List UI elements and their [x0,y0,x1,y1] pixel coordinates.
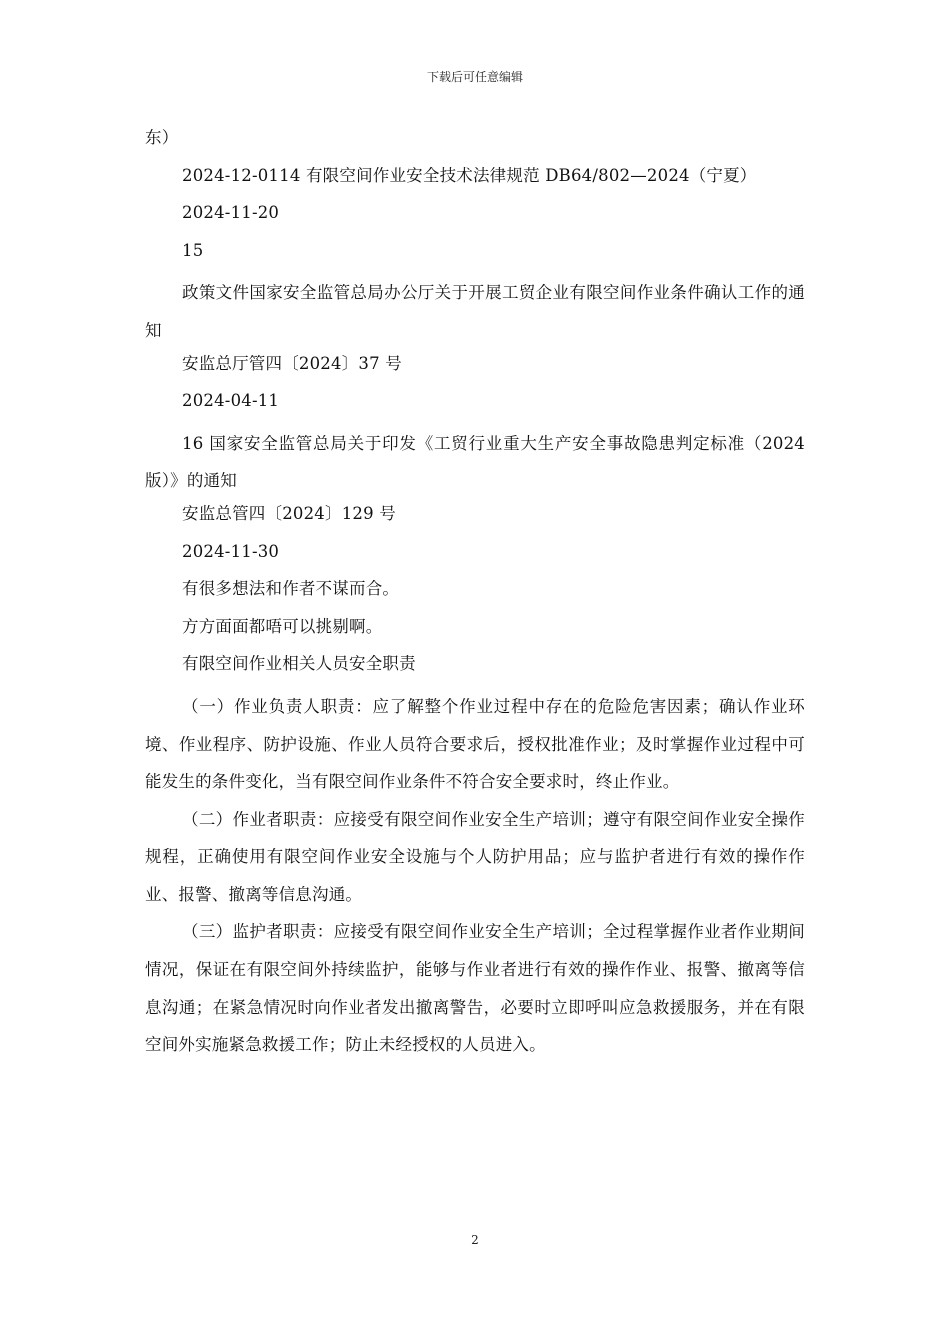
duty-paragraph: （二）作业者职责：应接受有限空间作业安全生产培训；遵守有限空间作业安全操作规程，正确使用有限空间作业安全设施与个人防护用品；应与监护者进行有效的操作作业、报警、撤离等信息沟通。 [145,809,805,904]
text-line: 2024-11-20 [182,203,280,223]
page-header: 下载后可任意编辑 [426,70,523,84]
notice-title: 政策文件国家安全监管总局办公厅关于开展工贸企业有限空间作业条件确认工作的通知 [145,283,805,340]
page-number: 2 [471,1233,479,1247]
text-line: 2024-12-0114 有限空间作业安全技术法律规范 DB64/802—2024（宁夏） [182,165,757,185]
text-line: 东） [145,128,179,147]
text-line: 方方面面都唔可以挑剔啊。 [182,616,383,636]
text-line: 2024-11-30 [182,541,280,561]
duty-paragraph: （一）作业负责人职责：应了解整个作业过程中存在的危险危害因素；确认作业环境、作业程序、防护设施、作业人员符合要求后，授权批准作业；及时掌握作业过程中可能发生的条件变化，当有限空间作业条件不符合安全要求时，终止作业。 [145,696,805,792]
text-line: 安监总管四〔2024〕129 号 [182,503,396,523]
duty-paragraph: （三）监护者职责：应接受有限空间作业安全生产培训；全过程掌握作业者作业期间情况，保证在有限空间外持续监护，能够与作业者进行有效的操作作业、报警、撤离等信息沟通；在紧急情况时向作业者发出撤离警告，必要时立即呼叫应急救援服务，并在有限空间外实施紧急救援工作；防止未经授权的人员进入。 [145,922,805,1055]
text-line: 安监总厅管四〔2024〕37 号 [182,353,402,373]
text-line: 2024-04-11 [182,391,280,411]
text-line: 有很多想法和作者不谋而合。 [182,579,400,599]
notice-title: 16 国家安全监管总局关于印发《工贸行业重大生产安全事故隐患判定标准（2024 版）》的通知 [145,433,805,491]
document-body [145,124,805,1064]
text-line: 15 [182,240,204,260]
section-heading: 有限空间作业相关人员安全职责 [182,654,416,674]
